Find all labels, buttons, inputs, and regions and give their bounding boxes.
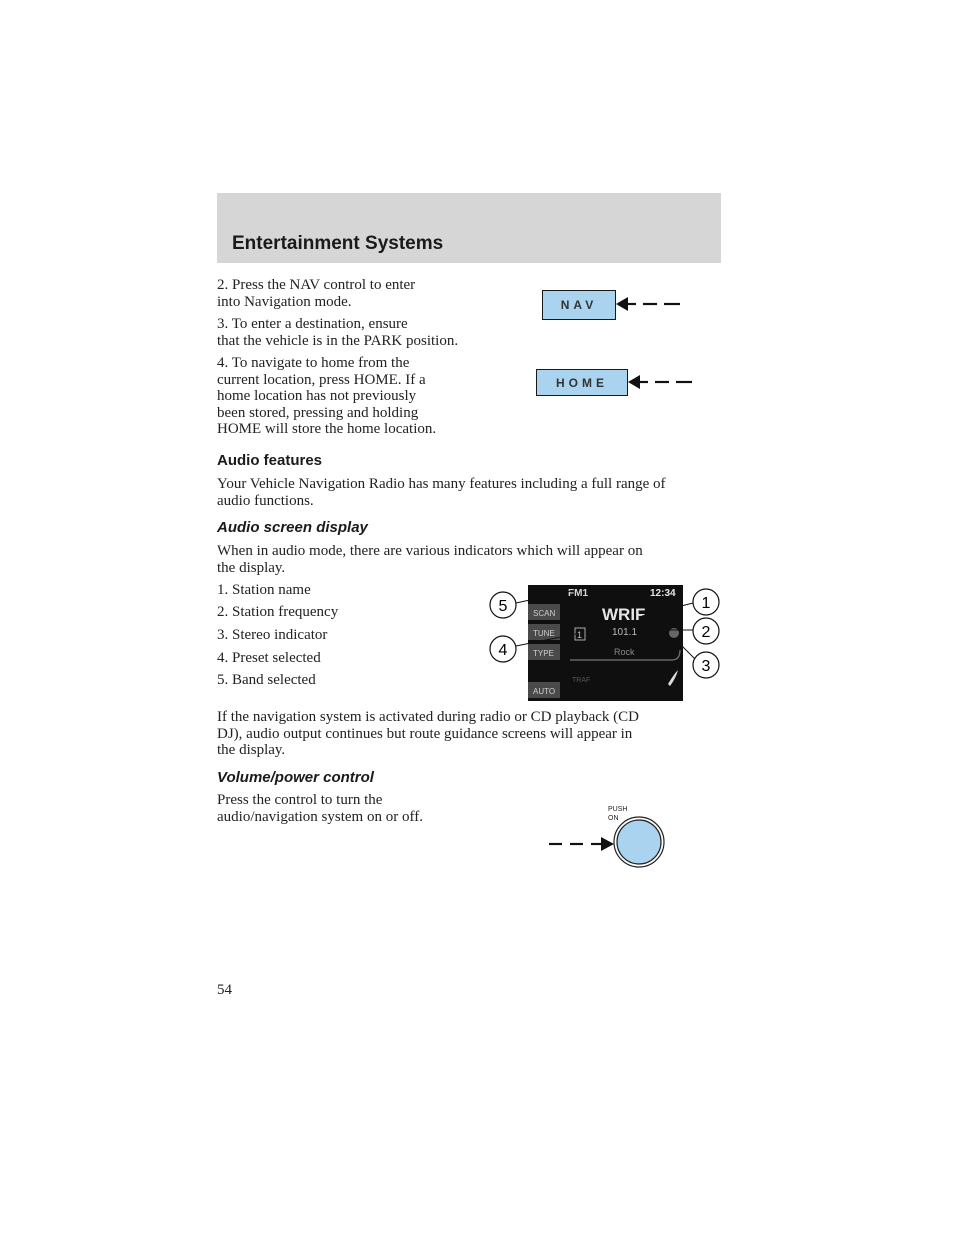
indicator-list-item: 1. Station name — [217, 582, 311, 598]
auto-label: AUTO — [533, 687, 556, 696]
volume-heading: Volume/power control — [217, 769, 374, 786]
push-label: PUSH — [608, 806, 628, 813]
nav-key-illustration — [542, 290, 616, 320]
audio-features-text: Your Vehicle Navigation Radio has many features including a full range of audio functions. — [217, 476, 666, 509]
svg-text:3: 3 — [701, 658, 711, 675]
indicator-list-item: 3. Stereo indicator — [217, 627, 328, 643]
home-pointer-arrow-icon — [626, 371, 696, 393]
nav-pointer-arrow-icon — [614, 293, 684, 315]
station-frequency: 101.1 — [612, 627, 638, 638]
genre-label: Rock — [614, 647, 635, 657]
indicator-list-item: 5. Band selected — [217, 672, 316, 688]
svg-text:5: 5 — [498, 598, 508, 615]
scan-label: SCAN — [533, 609, 556, 618]
svg-text:4: 4 — [498, 642, 508, 659]
power-knob-diagram — [546, 800, 670, 872]
radio-display-diagram — [486, 584, 726, 702]
on-label: ON — [608, 815, 619, 822]
type-label: TYPE — [533, 649, 554, 658]
audio-features-heading: Audio features — [217, 452, 323, 469]
svg-text:1: 1 — [701, 595, 711, 612]
power-knob-icon — [617, 820, 661, 864]
page-number: 54 — [217, 982, 232, 998]
volume-text: Press the control to turn the audio/navigation system on or off. — [217, 792, 423, 825]
audio-screen-heading: Audio screen display — [217, 519, 368, 536]
indicator-list-item: 4. Preset selected — [217, 650, 321, 666]
home-key-label: HOME — [556, 375, 608, 390]
knob-pointer-arrow-icon — [601, 837, 614, 851]
svg-text:2: 2 — [701, 624, 711, 641]
band-indicator: FM1 — [568, 588, 588, 599]
home-key-illustration — [536, 369, 628, 396]
navigation-note: If the navigation system is activated during radio or CD playback (CD DJ), audio output continues but route guidance screens will appear in the display. — [217, 709, 639, 758]
step-4-text: 4. To navigate to home from the current location, press HOME. If a home location has not previously been stored, pressing and holding HOME will store the home location. — [217, 355, 437, 437]
step-3-text: 3. To enter a destination, ensure that the vehicle is in the PARK position. — [217, 316, 459, 349]
nav-key-label: NAV — [560, 298, 598, 312]
tune-label: TUNE — [533, 629, 555, 638]
section-title: Entertainment Systems — [232, 233, 444, 254]
station-name: WRIF — [602, 605, 646, 624]
clock-readout: 12:34 — [650, 588, 676, 599]
indicator-list-item: 2. Station frequency — [217, 604, 339, 620]
traf-label: TRAF — [572, 677, 591, 684]
preset-number: 1 — [577, 630, 583, 640]
audio-screen-intro: When in audio mode, there are various indicators which will appear on the display. — [217, 543, 643, 576]
step-2-text: 2. Press the NAV control to enter into Navigation mode. — [217, 277, 416, 310]
